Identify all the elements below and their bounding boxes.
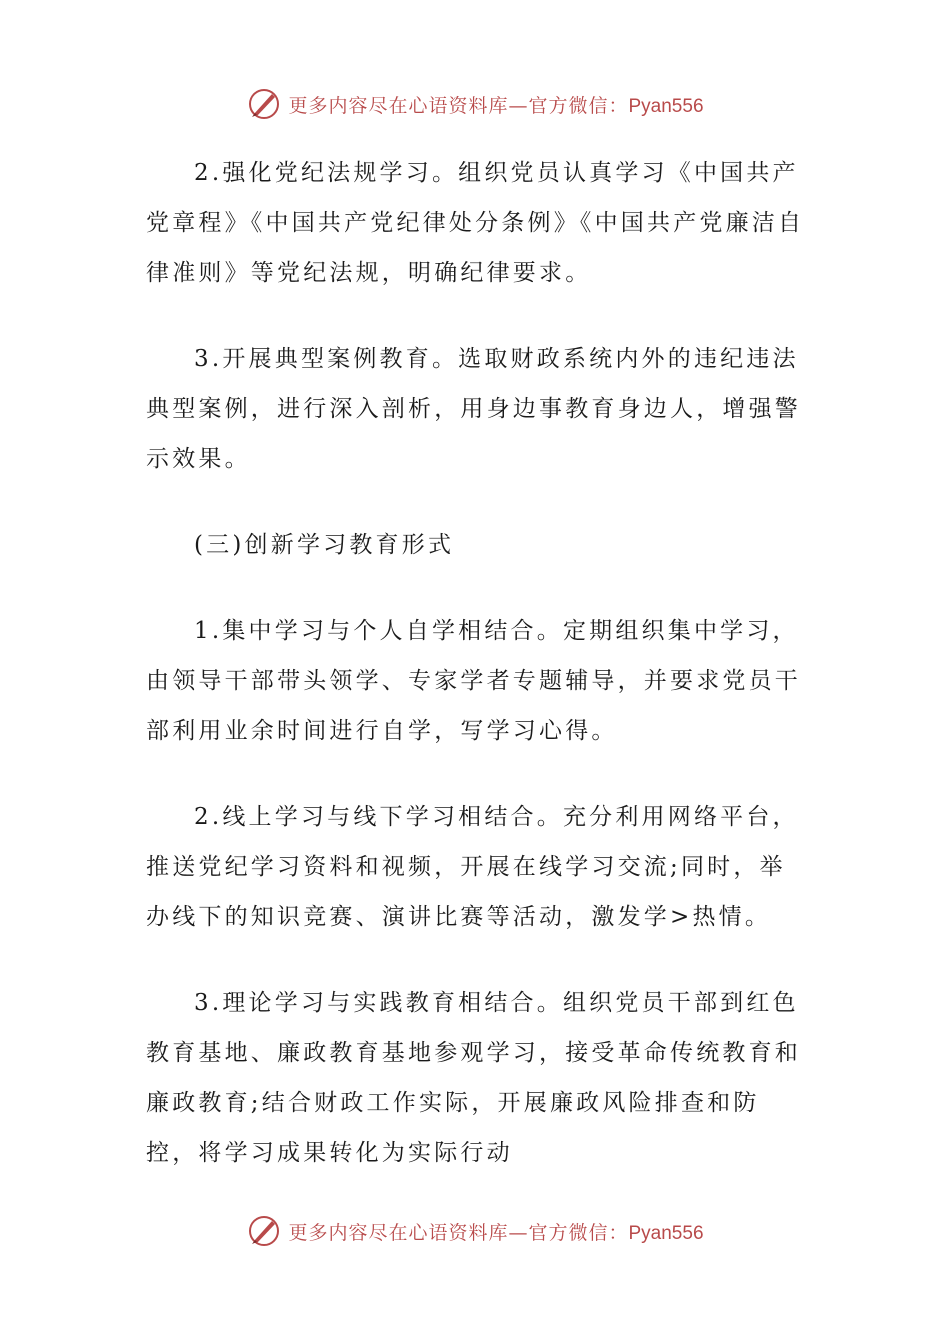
watermark-header-inner: [246, 86, 703, 122]
paragraph-theory-practice: 3.理论学习与实践教育相结合。组织党员干部到红色教育基地、廉政教育基地参观学习，接受革命传统教育和廉政教育;结合财政工作实际，开展廉政风险排查和防控，将学习成果转化为实际行动: [146, 990, 801, 1166]
paragraph-study-regulations: 2.强化党纪法规学习。组织党员认真学习《中国共产党章程》《中国共产党纪律处分条例》《中国共产党廉洁自律准则》等党纪法规，明确纪律要求。: [146, 160, 805, 286]
section-heading: (三)创新学习教育形式: [194, 532, 455, 558]
watermark-footer-text: [288, 1218, 703, 1245]
quill-pen-logo-icon: [246, 1213, 282, 1249]
document-body: [146, 148, 806, 1214]
watermark-wechat-id: Pyan556: [628, 1222, 704, 1244]
watermark-slogan: 更多内容尽在心语资料库—官方微信：: [288, 94, 629, 117]
watermark-header-text: [288, 91, 703, 118]
watermark-footer-inner: [246, 1213, 703, 1249]
paragraph-group-self-study: 1.集中学习与个人自学相结合。定期组织集中学习，由领导干部带头领学、专家学者专题辅导，并要求党员干部利用业余时间进行自学，写学习心得。: [146, 618, 801, 744]
watermark-wechat-id: Pyan556: [628, 95, 704, 117]
watermark-slogan: 更多内容尽在心语资料库—官方微信：: [288, 1221, 629, 1244]
quill-pen-logo-icon: [246, 86, 282, 122]
paragraph-case-education: 3.开展典型案例教育。选取财政系统内外的违纪违法典型案例，进行深入剖析，用身边事教育身边人，增强警示效果。: [146, 346, 801, 472]
watermark-header: [0, 82, 950, 126]
watermark-footer: [0, 1209, 950, 1253]
paragraph-online-offline: 2.线上学习与线下学习相结合。充分利用网络平台，推送党纪学习资料和视频，开展在线学习交流;同时，举办线下的知识竞赛、演讲比赛等活动，激发学>热情。: [146, 804, 799, 930]
